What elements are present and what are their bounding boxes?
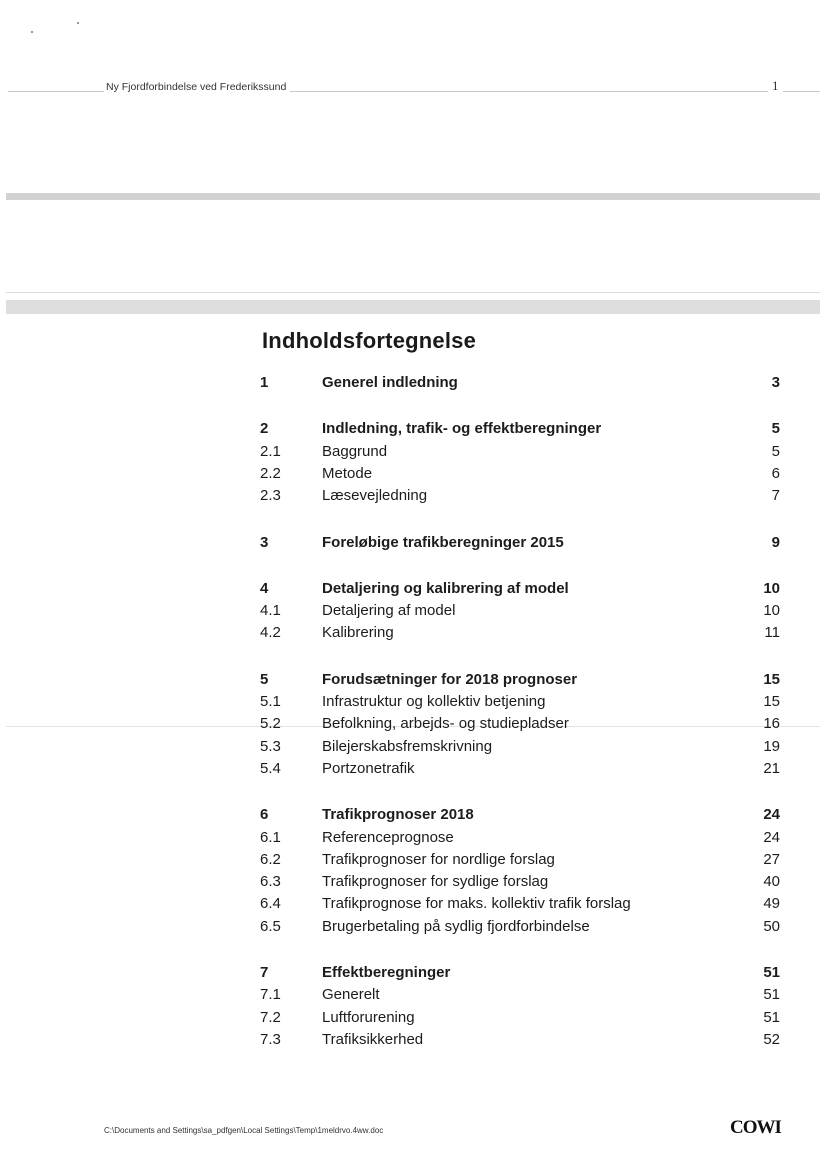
toc-entry-title: Generel indledning — [322, 374, 458, 391]
toc-entry-title: Læsevejledning — [322, 487, 428, 505]
toc-chapter-entry — [260, 669, 780, 691]
toc-entry-page: 50 — [763, 917, 780, 935]
toc-section-entry — [260, 871, 780, 893]
toc-section-entry — [260, 622, 780, 644]
toc-entry-number: 7.3 — [260, 1030, 281, 1048]
toc-entry-title: Referenceprognose — [322, 828, 454, 846]
toc-entry-page: 21 — [763, 759, 780, 777]
toc-entry-title: Indledning, trafik- og effektberegninger — [322, 420, 602, 438]
toc-entry-page: 16 — [763, 715, 780, 733]
toc-section-entry — [260, 736, 780, 758]
toc-entry-page: 11 — [764, 624, 780, 642]
toc-section-entry — [260, 600, 780, 622]
toc-chapter-entry — [260, 804, 780, 826]
toc-entry-number: 6.2 — [260, 850, 281, 868]
toc-entry-title: Brugerbetaling på sydlig fjordforbindelse — [322, 917, 590, 935]
toc-entry-page: 51 — [763, 1008, 780, 1026]
toc-entry-number: 2.2 — [260, 464, 281, 482]
toc-entry-number: 4 — [260, 579, 269, 597]
toc-entry-number: 2.3 — [260, 487, 281, 505]
toc-entry-number: 7.2 — [260, 1008, 281, 1026]
toc-entry-page: 51 — [763, 964, 780, 981]
toc-entry-page: 52 — [763, 1030, 780, 1048]
toc-entry-title: Baggrund — [322, 442, 388, 460]
toc-entry-number: 4.2 — [260, 624, 281, 642]
toc-entry-title: Trafikprognoser 2018 — [322, 806, 474, 824]
toc-entry-number: 3 — [260, 533, 269, 551]
toc-entry-page: 9 — [771, 533, 780, 551]
toc-entry-title: Forudsætninger for 2018 prognoser — [322, 670, 578, 688]
toc-entry-number: 7 — [260, 964, 269, 981]
toc-entry-title: Portzonetrafik — [322, 759, 415, 777]
toc-entry-title: Detaljering og kalibrering af model — [322, 579, 569, 597]
toc-entry-title: Trafikprognoser for nordlige forslag — [322, 850, 555, 868]
toc-entry-number: 5.2 — [260, 715, 281, 733]
toc-section-entry — [260, 1029, 780, 1051]
toc-entry-title: Trafiksikkerhed — [322, 1030, 424, 1048]
toc-section-entry — [260, 893, 780, 915]
toc-entry-number: 5.4 — [260, 759, 281, 777]
toc-entry-page: 6 — [771, 464, 780, 482]
toc-entry-number: 7.1 — [260, 986, 281, 1004]
toc-chapter-entry — [260, 372, 780, 394]
toc-section-entry — [260, 441, 780, 463]
toc-entry-title: Bilejerskabsfremskrivning — [322, 737, 493, 755]
toc-entry-page: 24 — [763, 806, 780, 824]
toc-section-entry — [260, 485, 780, 507]
toc-entry-title: Kalibrering — [322, 624, 394, 642]
cowi-logo: COWI — [730, 1117, 781, 1138]
toc-chapter-entry — [260, 578, 780, 600]
toc-entry-page: 10 — [763, 602, 780, 620]
toc-section-entry — [260, 758, 780, 780]
toc-entry-page: 40 — [763, 873, 780, 891]
toc-entry-number: 4.1 — [260, 602, 281, 620]
toc-entry-number: 5.3 — [260, 737, 281, 755]
toc-entry-number: 6.5 — [260, 917, 281, 935]
toc-entry-page: 51 — [763, 986, 780, 1004]
toc-entry-page: 49 — [763, 895, 780, 913]
toc-entry-number: 2.1 — [260, 442, 281, 460]
toc-entry-title: Detaljering af model — [322, 602, 456, 620]
toc-entry-page: 19 — [763, 737, 780, 755]
document-header-title: Ny Fjordforbindelse ved Frederikssund — [104, 81, 290, 93]
toc-entry-title: Effektberegninger — [322, 964, 451, 981]
toc-entry-number: 6 — [260, 806, 269, 824]
toc-entry-title: Infrastruktur og kollektiv betjening — [322, 693, 546, 710]
toc-entry-page: 3 — [771, 374, 780, 391]
toc-entry-number: 2 — [260, 420, 269, 438]
toc-section-entry — [260, 827, 780, 849]
header-page-number: 1 — [768, 78, 783, 94]
toc-entry-number: 5.1 — [260, 693, 281, 710]
toc-entry-title: Foreløbige trafikberegninger 2015 — [322, 533, 564, 551]
toc-section-entry — [260, 916, 780, 938]
toc-entry-title: Befolkning, arbejds- og studiepladser — [322, 715, 569, 733]
toc-chapter-entry — [260, 532, 780, 554]
toc-title: Indholdsfortegnelse — [262, 328, 477, 353]
toc-entry-number: 6.4 — [260, 895, 281, 913]
toc-entry-number: 1 — [260, 374, 269, 391]
toc-entry-number: 6.1 — [260, 828, 281, 846]
toc-section-entry — [260, 463, 780, 485]
toc-entry-page: 15 — [763, 693, 780, 710]
toc-section-entry — [260, 713, 780, 735]
toc-entry-title: Generelt — [322, 986, 380, 1004]
toc-entry-page: 7 — [771, 487, 780, 505]
toc-chapter-entry — [260, 962, 780, 984]
toc-entry-page: 27 — [763, 850, 780, 868]
toc-section-entry — [260, 849, 780, 871]
toc-entry-page: 24 — [763, 828, 780, 846]
toc-entry-title: Luftforurening — [322, 1008, 415, 1026]
toc-entry-title: Metode — [322, 464, 373, 482]
toc-entry-page: 10 — [763, 579, 780, 597]
toc-entry-title: Trafikprognose for maks. kollektiv trafik forslag — [322, 895, 631, 913]
toc-section-entry — [260, 691, 780, 713]
footer-file-path: C:\Documents and Settings\sa_pdfgen\Local Settings\Temp\1meldrvo.4ww.doc — [104, 1126, 384, 1135]
toc-section-entry — [260, 1007, 780, 1029]
toc-entry-title: Trafikprognoser for sydlige forslag — [322, 873, 549, 891]
toc-section-entry — [260, 984, 780, 1006]
toc-chapter-entry — [260, 418, 780, 440]
toc-entry-page: 15 — [763, 670, 780, 688]
toc-entry-page: 5 — [771, 442, 780, 460]
toc-entry-number: 5 — [260, 670, 269, 688]
toc-entry-page: 5 — [771, 420, 780, 438]
toc-entry-number: 6.3 — [260, 873, 281, 891]
